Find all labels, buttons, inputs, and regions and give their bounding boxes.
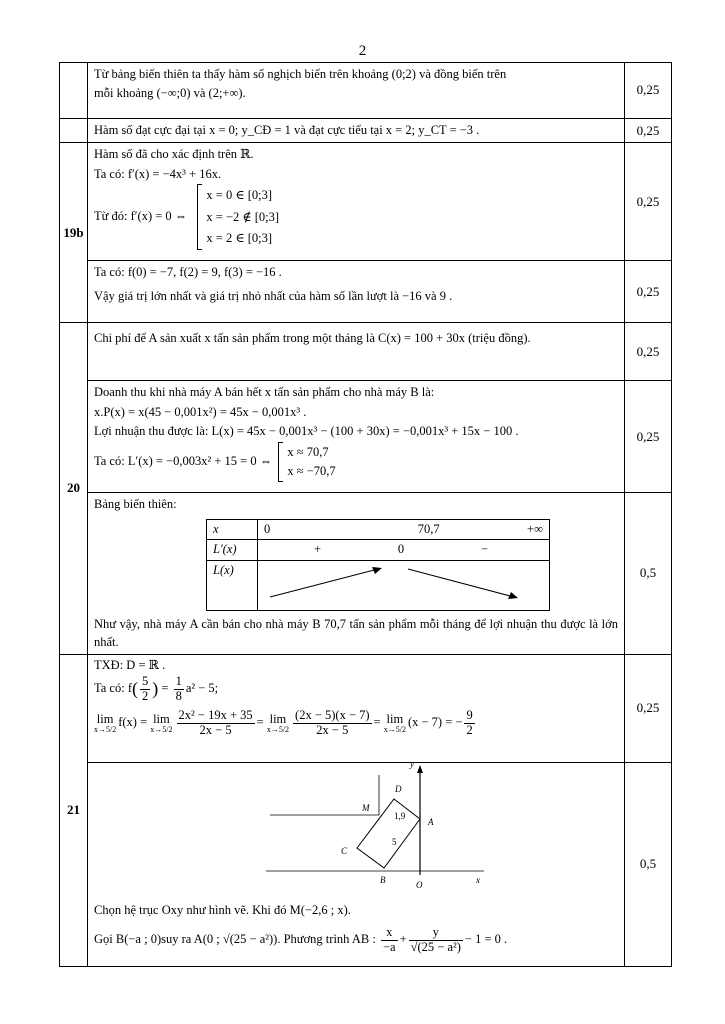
limit: lim x→5/2 [150,712,173,734]
fraction: $\frac{x}{-a}$ [382,925,396,954]
vt-sign: + [314,542,322,557]
limit: lim x→5/2 [266,712,290,734]
score-cell: 0,25 [625,381,672,493]
math-text: f(x) = [118,715,148,730]
equation-prefix: Ta có: L′(x) = −0,003x² + 15 = 0 ⇔ [94,453,273,468]
table-row [60,119,672,143]
score-cell: 0,25 [625,63,672,119]
length-label: 1,9 [394,810,406,821]
fraction: $\frac{y}{\text{√(25 − a²)}}$ [410,925,461,954]
vt-sign: 0 [397,542,405,557]
label-x: x [476,874,480,885]
table-row [60,143,672,261]
text-line: Hàm số đã cho xác định trên ℝ. [94,147,254,162]
text-line: x.P(x) = x(45 − 0,001x²) = 45x − 0,001x³ . [94,404,307,419]
content-cell [88,119,625,143]
text-line: Ta có: f′(x) = −4x³ + 16x. [94,166,222,181]
vt-derivative-values [258,540,550,561]
math-text: + [399,932,407,947]
score-cell: 0,25 [625,119,672,143]
math-text: a² − 5; [185,680,219,695]
text-line: TXĐ: D = ℝ . [94,657,166,672]
vt-value: 0 [264,521,271,536]
vt-derivative-label: L′(x) [207,540,258,561]
fraction: $\frac{(2x - 5)(x - 7)}{2x - 5}$ [295,708,370,737]
question-label: 21 [60,654,88,966]
system-line: x = 0 ∈ [0;3] [206,188,273,203]
equation-system [287,443,335,481]
score-cell: 0,25 [625,323,672,381]
math-text: Ta có: f [94,680,132,695]
vt-value: 70,7 [417,521,440,536]
text-line: Vậy giá trị lớn nhất và giá trị nhỏ nhất của hàm số lần lượt là −16 và 9 . [94,288,453,303]
score-cell: 0,5 [625,493,672,654]
vt-sign: − [480,542,488,557]
text-line [94,926,618,955]
label-D: D [395,783,402,794]
text-line [94,442,618,482]
content-cell [88,261,625,323]
score-cell: 0,5 [625,762,672,966]
text-line: Ta có: f( $\frac{5}{2}$ ) = $\frac{1}{8}$ a² − 5; [94,673,219,703]
vt-arrows [258,560,550,611]
text-line: Lợi nhuận thu được là: L(x) = 45x − 0,001x³ − (100 + 30x) = −0,001x³ + 15x − 100 . [94,424,519,439]
text-line: Từ bảng biến thiên ta thấy hàm số nghịch biến trên khoảng (0;2) và đồng biến trên [94,67,507,81]
geometry-figure [94,763,594,893]
limit: lim x→5/2 [383,712,406,734]
limit: lim x→5/2 [94,712,117,734]
equation-prefix: Từ đó: f′(x) = 0 ⇔ [94,209,188,223]
vt-function-label: L(x) [207,560,258,611]
table-row [60,762,672,966]
label-B: B [380,874,386,885]
vt-x-label: x [207,519,258,540]
question-label: 19b [60,143,88,323]
table-row [60,654,672,762]
answer-table [59,62,672,967]
variation-arrows [258,561,548,605]
text-line: Ta có: f(0) = −7, f(2) = 9, f(3) = −16 . [94,265,282,280]
text-line: mỗi khoảng (−∞;0) và (2;+∞). [94,86,246,101]
fraction: $\frac{9}{2}$ [466,708,473,737]
content-cell [88,762,625,966]
text-line: Hàm số đạt cực đại tại x = 0; y_CĐ = 1 và đạt cực tiểu tại x = 2; y_CT = −3 . [94,123,480,137]
label-O: O [416,879,423,890]
score-cell: 0,25 [625,261,672,323]
table-row [60,63,672,119]
math-text: (x − 7) = − [407,715,463,730]
label-M: M [362,802,370,813]
text-line: Như vậy, nhà máy A cần bán cho nhà máy B 70,7 tấn sản phẩm mỗi tháng để lợi nhuận thu được là lớn nhất. [94,617,618,650]
fraction: $\frac{1}{8}$ [175,673,182,703]
fraction: $\frac{\text{2x² − 19x + 35}}{2x - 5}$ [178,708,253,737]
equation-system [193,184,279,250]
label-y: y [410,762,414,769]
score-cell: 0,25 [625,654,672,762]
table-row [60,261,672,323]
content-cell [88,143,625,261]
content-cell [88,323,625,381]
vt-value: +∞ [527,521,543,536]
system-line: x ≈ −70,7 [287,463,336,478]
text-line: Doanh thu khi nhà máy A bán hết x tấn sản phẩm cho nhà máy B là: [94,385,435,400]
table-row [60,323,672,381]
text-line: Bảng biến thiên: [94,497,177,512]
score-cell: 0,25 [625,143,672,261]
content-cell [88,654,625,762]
table-row [60,381,672,493]
text-line: Chọn hệ trục Oxy như hình vẽ. Khi đó M(−2,6 ; x). [94,902,351,917]
question-label-empty [60,63,88,119]
question-label: 20 [60,323,88,654]
content-cell [88,493,625,654]
length-label: 5 [392,836,397,847]
table-row [60,493,672,654]
math-text: − 1 = 0 . [464,932,508,947]
content-cell [88,381,625,493]
question-label-empty [60,119,88,143]
math-text: Gọi B(−a ; 0)suy ra A(0 ; √(25 − a²)). Phương trình AB : [94,932,376,947]
label-A: A [428,816,434,827]
limit-line: lim x→5/2 f(x) = lim x→5/2 $\frac{\text{2x² − 19x + 35}}{2x - 5}$ = lim x→5/2 $\frac{(2x - 5)(x - 7)}{2x - 5}$ = lim x→5/2 (x − 7) = − $\frac{9}{2}$ [94,708,473,737]
label-C: C [341,845,348,856]
vt-x-values [258,519,550,540]
variation-table [206,519,550,612]
text-line: Chi phí để A sản xuất x tấn sản phẩm trong một tháng là C(x) = 100 + 30x (triệu đồng). [94,331,531,346]
math-text: = [161,680,169,695]
system-line: x ≈ 70,7 [287,444,329,459]
fraction: $\frac{5}{2}$ [142,673,149,703]
system-line: x = −2 ∉ [0;3] [206,209,280,224]
content-cell [88,63,625,119]
text-line [94,184,618,250]
page-number: 2 [358,43,367,59]
system-line: x = 2 ∈ [0;3] [206,230,273,245]
